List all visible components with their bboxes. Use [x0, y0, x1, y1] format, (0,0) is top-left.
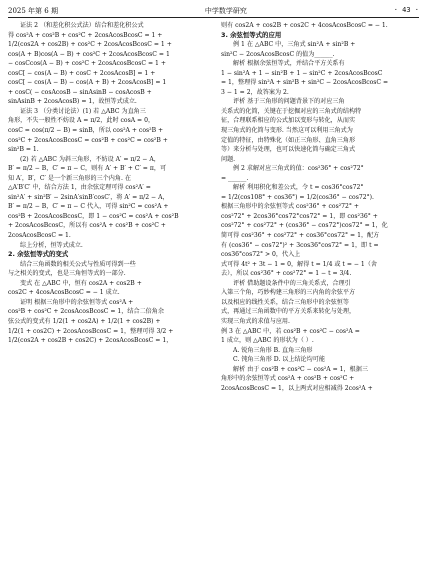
- text-line: + cosC( − cosAcosB − sinAsinB − cosAcosB +: [8, 88, 152, 96]
- text-line: 以及相应的线性关系，结合三角形中的余弦恒等: [221, 298, 349, 306]
- right-column: [221, 21, 419, 393]
- text-line: 角形，不失一般性不妨设 A = π/2，此时 cosA = 0，: [8, 117, 155, 125]
- page-number: · 43 ·: [393, 6, 419, 14]
- text-line: 定值的特征，由特殊化（如正三角形、直角三角形: [221, 136, 356, 144]
- text-line: B′ = π/2 − B，C′ = π − C 代入，可得 sin²C = cos²A +: [8, 203, 169, 211]
- text-line: 现三角式的化简与变形. 当然这可以利用三角式为: [221, 127, 353, 135]
- text-line: 角形中的余弦恒等式 cos²A + cos²B + cos²C +: [221, 375, 355, 383]
- text-line: + 2cosAcosBcosC，所以有 cos²A + cos²B + cos²C +: [8, 222, 166, 230]
- text-line: 1 成立，则 △ABC 的形状为（ ）.: [221, 337, 314, 345]
- text-line: 根据三角形中的余弦恒等式 cos²36° + cos²72° +: [221, 203, 359, 211]
- text-line: 2cosAcosBcosC = 1.: [8, 232, 71, 240]
- text-line: cos²B + 2cosAcosBcosC，即 1 − cos²C = cos²A + cos²B: [8, 212, 179, 220]
- text-line: 评析 借助题设条件中的三角关系式，合理引: [233, 279, 351, 287]
- section-heading: 3. 余弦恒等式的应用: [221, 30, 282, 39]
- text-line: cos²B + cos²C + 2cosAcosBcosC = 1，结合二倍角余: [8, 308, 164, 316]
- text-line: 有 (cos36° − cos72°)² + 3cos36°cos72° = 1，即 t =: [221, 241, 379, 249]
- text-line: cosC[ − cos(A − B) + cosC + 2cosAcosB] = 1 +: [8, 69, 156, 77]
- text-line: 去），所以 cos²36° + cos²72° = 1 − t = 3/4.: [221, 270, 352, 278]
- text-line: 关系式的化简，关键在于挖掘对应的三角式的结构特: [221, 107, 362, 115]
- text-line: cos²C + 2cosAcosBcosC = cos²B + cos²C = cos²B +: [8, 136, 168, 144]
- text-line: 弦公式的变式有 1/2(1 + cos2A) + 1/2(1 + cos2B) +: [8, 317, 161, 325]
- text-line: 综上分析，恒等式成立.: [20, 241, 83, 249]
- text-line: 等）来分析与处理，也可以快速化简与确定三角式: [221, 146, 356, 154]
- text-line: 知 A′，B′，C′ 是一个新三角形的三个内角. 在: [8, 174, 131, 182]
- text-line: cos(A + B)cos(A − B) + cos²C + 2cosAcosBcosC = 1: [8, 50, 170, 58]
- text-line: 结合三角函数的相关公式与性质可得到一些: [20, 260, 136, 268]
- text-line: 1 − sin²A + 1 − sin²B + 1 − sin²C + 2cosAcosBcosC: [221, 69, 383, 77]
- text-line: 1/2(cos2A + cos2B + cos2C) + 2cosAcosBcosC = 1，: [8, 337, 173, 345]
- text-line: 评析 基于三角形的问题背景下的对应三角: [233, 98, 345, 106]
- text-line: 解析 利用积化和差公式，令 t = cos36°cos72°: [233, 184, 364, 192]
- text-line: 证明 根据三角形中的余弦恒等式 cos²A +: [20, 298, 134, 306]
- text-line: 解析 由于 cos²B + cos²C − cos²A = 1，根据三: [233, 365, 368, 373]
- issue-label: 2025 年第 6 期: [8, 7, 58, 15]
- text-line: 例 3 在 △ABC 中，若 cos²B + cos²C − cos²A =: [221, 327, 360, 335]
- text-line: cos²72° + 2cos36°cos72°cos72° = 1，即 cos²36° +: [221, 212, 378, 220]
- text-line: 1/2(1 + cos2C) + 2cosAcosBcosC = 1，整理可得 3/2 +: [8, 327, 174, 335]
- text-line: sin²B = 1.: [8, 146, 39, 154]
- text-line: 例 2 求解对应三角式的值：cos²36° + cos²72°: [233, 165, 364, 173]
- text-line: = 1，整理得 sin²A + sin²B + sin²C − 2cosAcosBcosC =: [221, 79, 389, 87]
- text-line: 证法 2 （和差化积公式法）结合和差化积公式: [20, 22, 144, 29]
- text-line: 式，再通过三角函数中的平方关系来转化与处理，: [221, 308, 356, 316]
- text-line: 变式 在 △ABC 中，恒有 cos2A + cos2B +: [20, 279, 142, 287]
- text-line: 例 1 在 △ABC 中，三角式 sin²A + sin²B +: [233, 41, 356, 49]
- text-line: (2) 若 △ABC 为斜三角形，不妨设 A′ = π/2 − A，: [20, 155, 160, 163]
- text-line: 征，合理联系相应的公式加以变形与转化，从而实: [221, 117, 356, 125]
- text-line: 式可得 4t² + 3t − 1 = 0，解得 t = 1/4 或 t = − 1（舍: [221, 260, 377, 268]
- text-line: △A′B′C′ 中，结合方法 1，由余弦定理可得 cos²A′ =: [8, 184, 151, 192]
- text-line: 证法 3 （分类讨论法）(1) 若 △ABC 为直角三: [20, 107, 146, 115]
- text-line: cosC[ − cos(A − B) − cos(A + B) + 2cosAcosB] = 1: [8, 79, 167, 87]
- text-line: 与之相关的变式，也是三角恒等式的一部分.: [8, 270, 126, 278]
- journal-title: 中学数学研究: [204, 7, 247, 15]
- text-line: 则有 cos2A + cos2B + cos2C + 4cosAcosBcosC = − 1.: [221, 22, 388, 29]
- text-line: sinAsinB + 2cosAcosB) = 1，故恒等式成立.: [8, 98, 137, 106]
- text-line: 问题.: [221, 155, 236, 163]
- text-line: cos²72° + cos²72° + (cos36° − cos72°)cos72° = 1，化: [221, 222, 388, 230]
- text-line: C. 钝角三角形 D. 以上结论均可能: [233, 356, 325, 364]
- text-line: = 1/2(cos108° + cos36°) = 1/2(cos36° − cos72°).: [221, 193, 374, 201]
- text-line: 1/2(cos2A + cos2B) + cos²C + 2cosAcosBcosC = 1 +: [8, 41, 172, 49]
- text-line: 2cosAcosBcosC = 1，以上两式对应相减得 2cos²A +: [221, 384, 373, 392]
- text-line: cosC = cos(π/2 − B) = sinB，所以 cos²A + cos²B +: [8, 127, 164, 135]
- text-line: = ______.: [221, 174, 249, 182]
- text-line: 简可得 cos²36° + cos²72° + cos36°cos72° = 1，配方: [221, 232, 380, 240]
- text-line: − cosCcos(A − B) + cos²C + 2cosAcosBcosC = 1 +: [8, 60, 166, 68]
- text-line: 解析 根据余弦恒等式，并结合平方关系有: [233, 60, 345, 68]
- text-line: sin²A′ + sin²B′ − 2sinA′sinB′cosC′，将 A′ = π/2 − A，: [8, 193, 169, 201]
- left-column: [8, 21, 206, 346]
- text-line: cos36°cos72° > 0，代入上: [221, 251, 301, 259]
- text-line: 实现三角式的求值与应用.: [221, 317, 290, 325]
- text-line: B′ = π/2 − B，C′ = π − C，则有 A′ + B′ + C′ = π，可: [8, 165, 167, 173]
- text-line: cos2C + 4cosAcosBcosC = − 1 成立.: [8, 289, 120, 297]
- text-line: A. 锐角三角形 B. 直角三角形: [233, 346, 313, 354]
- text-line: 得 cos²A + cos²B + cos²C + 2cosAcosBcosC = 1 +: [8, 31, 163, 39]
- text-line: 入第三个角，巧妙构建三角形的三内角的余弦平方: [221, 289, 356, 297]
- text-line: 3 − 1 = 2，故答案为 2.: [221, 88, 289, 96]
- section-heading: 2. 余弦恒等式的变式: [8, 250, 69, 259]
- text-line: sin²C − 2cosAcosBcosC 的值为______.: [221, 50, 335, 58]
- header-rule: [8, 17, 419, 18]
